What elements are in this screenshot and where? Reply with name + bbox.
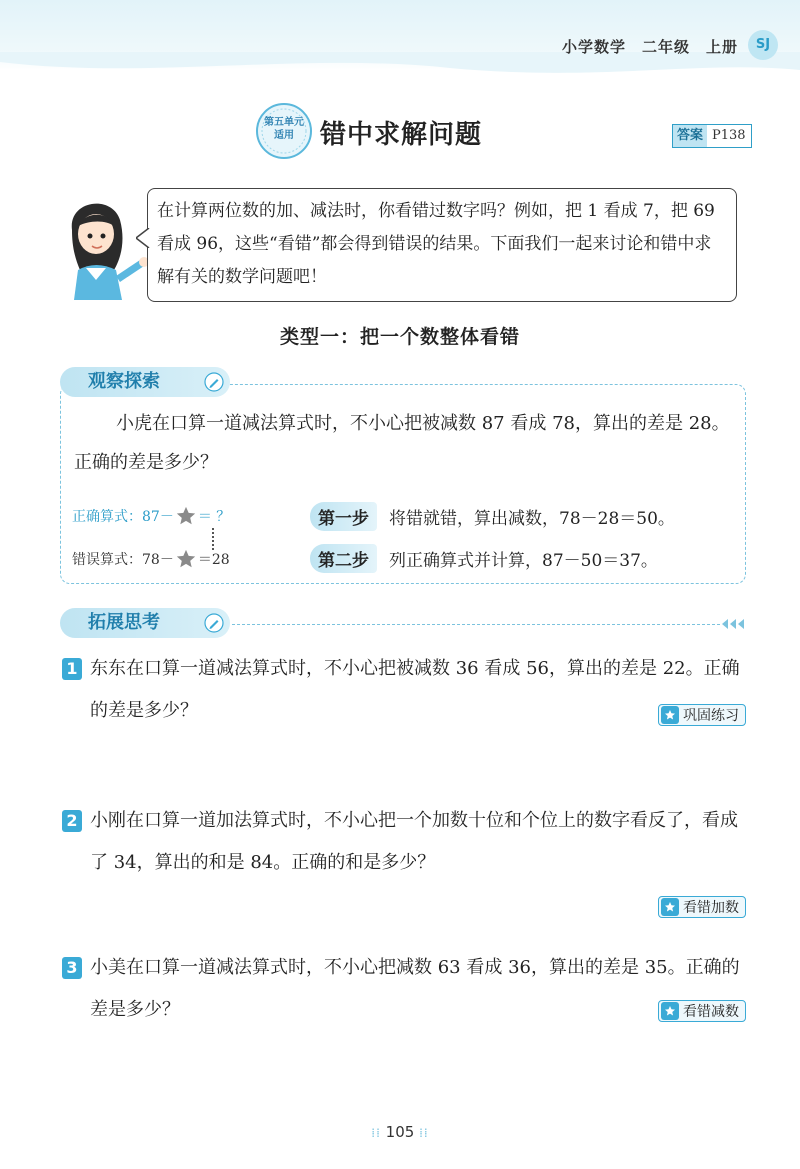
step-one <box>310 502 675 531</box>
correct-formula-prefix: 正确算式：87－ <box>72 509 174 525</box>
correct-formula-suffix: ＝ ？ <box>197 509 231 525</box>
unit-seal-line1: 第五单元 <box>264 117 304 128</box>
step-one-label: 第一步 <box>310 502 377 531</box>
page-title: 错中求解问题 <box>320 120 483 150</box>
section-title: 类型一：把一个数整体看错 <box>279 326 520 348</box>
question-text: 小美在口算一道减法算式时，不小心把减数 63 看成 36，算出的差是 35。正确的差是多少？ <box>90 957 740 1020</box>
header-wave <box>0 52 800 92</box>
page-number-right-dots: ⁞⁞ <box>419 1126 429 1140</box>
header-volume: 上册 <box>705 38 738 56</box>
step-two-text: 列正确算式并计算，87－50＝37。 <box>389 551 658 571</box>
star-icon <box>175 505 197 527</box>
question-tag[interactable] <box>658 704 746 726</box>
star-link-dotted-line <box>212 528 214 550</box>
unit-seal-label <box>255 116 313 142</box>
observe-heading-label: 观察探索 <box>88 371 160 392</box>
question-number: 2 <box>62 810 82 832</box>
question-tag[interactable] <box>658 1000 746 1022</box>
observe-problem: 小虎在口算一道减法算式时，不小心把被减数 87 看成 78，算出的差是 28。正确的差是多少？ <box>74 413 730 473</box>
page-number-left-dots: ⁞⁞ <box>371 1126 381 1140</box>
unit-seal-line2: 适用 <box>274 130 294 141</box>
star-badge-icon <box>661 898 679 916</box>
arrows-icon <box>720 617 750 631</box>
question-number: 1 <box>62 658 82 680</box>
answer-reference[interactable] <box>672 124 752 148</box>
pencil-icon <box>204 613 224 633</box>
header-subject: 小学数学 <box>561 38 626 56</box>
girl-illustration-icon <box>50 190 150 300</box>
header-meta <box>546 36 738 57</box>
wrong-formula-prefix: 错误算式：78－ <box>72 552 174 568</box>
star-badge-icon <box>661 706 679 724</box>
question-tag-label: 看错加数 <box>683 900 739 916</box>
pencil-icon <box>204 372 224 392</box>
question-text: 东东在口算一道减法算式时，不小心把被减数 36 看成 56，算出的差是 22。正确的差是多少？ <box>90 658 740 721</box>
step-one-text: 将错就错，算出减数，78－28＝50。 <box>389 509 675 529</box>
star-badge-icon <box>661 1002 679 1020</box>
answer-label: 答案 <box>673 125 707 147</box>
wrong-formula-suffix: ＝28 <box>197 552 230 568</box>
answer-page: P138 <box>707 125 751 147</box>
wrong-formula <box>72 548 230 570</box>
question-text: 小刚在口算一道加法算式时，不小心把一个加数十位和个位上的数字看反了，看成了 34，算出的和是 84。正确的和是多少？ <box>90 810 738 873</box>
question-number: 3 <box>62 957 82 979</box>
star-icon <box>175 548 197 570</box>
page-number <box>0 1123 800 1141</box>
extend-heading-label: 拓展思考 <box>88 612 160 633</box>
header-grade: 二年级 <box>641 38 690 56</box>
intro-text: 在计算两位数的加、减法时，你看错过数字吗？例如，把 1 看成 7，把 69 看成 96，这些“看错”都会得到错误的结果。下面我们一起来讨论和错中求解有关的数学问题吧！ <box>157 201 715 287</box>
page-number-value: 105 <box>385 1123 415 1141</box>
edition-badge: SJ <box>748 30 778 60</box>
step-two <box>310 544 658 573</box>
extend-dashed-line <box>232 624 720 625</box>
correct-formula <box>72 505 230 527</box>
speech-bubble-tail <box>136 228 150 248</box>
question-tag-label: 看错减数 <box>683 1004 739 1020</box>
step-two-label: 第二步 <box>310 544 377 573</box>
question-tag[interactable] <box>658 896 746 918</box>
question-tag-label: 巩固练习 <box>683 708 739 724</box>
